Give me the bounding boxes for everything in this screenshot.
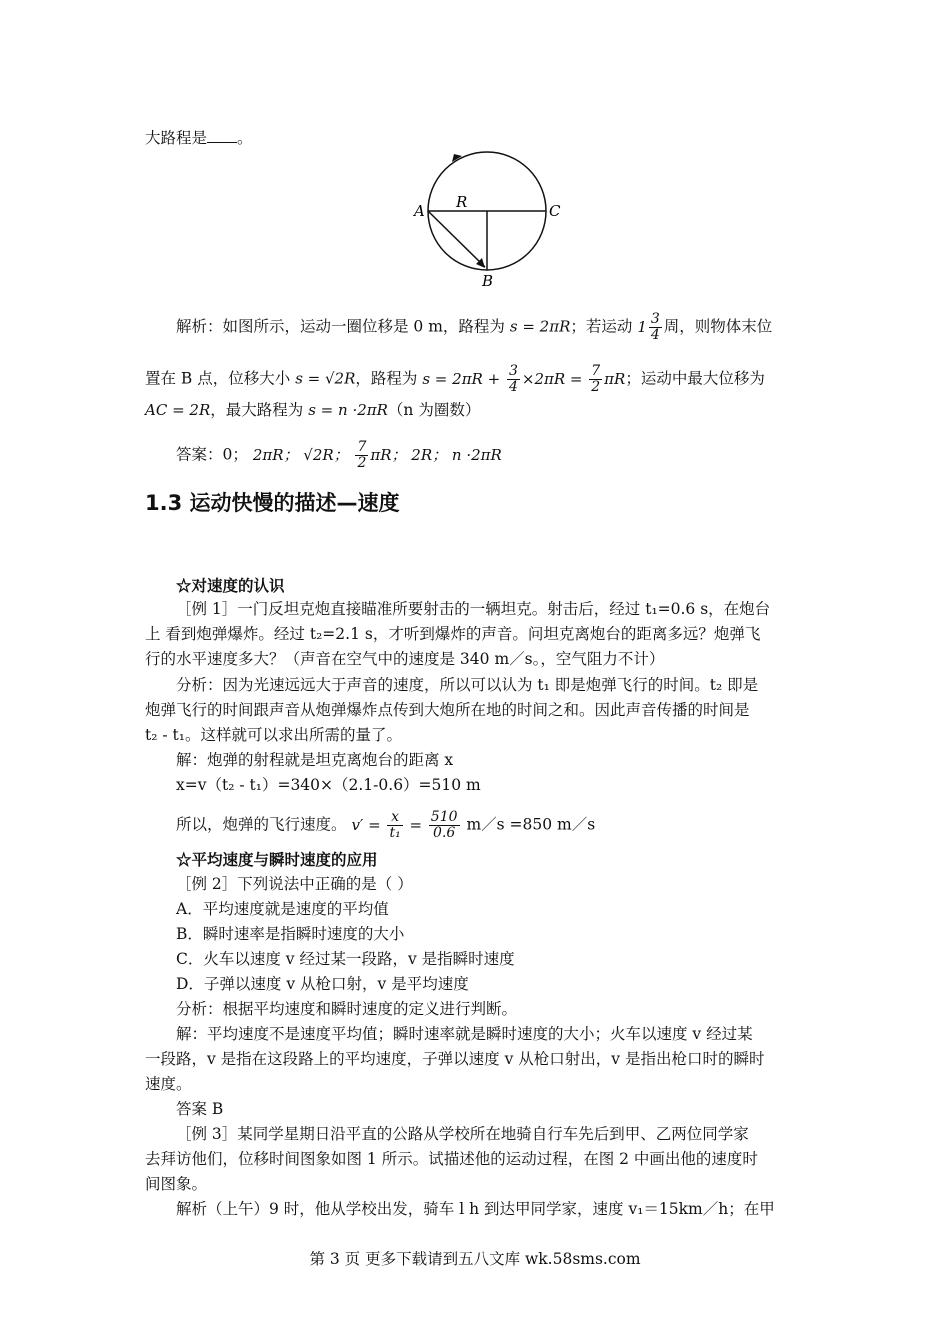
example-1-analysis-2: 炮弹飞行的时间跟声音从炮弹爆炸点传到大炮所在地的时间之和。因此声音传播的时间是 [145, 701, 750, 719]
example-2-solution-1: 解：平均速度不是速度平均值；瞬时速率就是瞬时速度的大小；火车以速度 v 经过某 [176, 1025, 753, 1043]
example-2-question: ［例 2］下列说法中正确的是（ ） [176, 875, 413, 893]
example-1-line-2: 上 看到炮弹爆炸。经过 t₂=2.1 s，才听到爆炸的声音。问坦克离炮台的距离多远？炮弹飞 [145, 625, 761, 643]
example-3-line-3: 间图象。 [145, 1175, 208, 1193]
example-1-solution-2: x=v（t₂ - t₁）=340×（2.1-0.6）=510 m [176, 776, 481, 794]
top-line-end: 。 [237, 129, 253, 147]
label-c: C [549, 202, 561, 220]
text: 答案：0； [176, 445, 248, 464]
section-heading: 1.3 运动快慢的描述—速度 [145, 491, 400, 515]
label-a: A [414, 202, 425, 220]
formula-path: s = 2πR + $\frac{3}{4}$ ×2πR = $\frac{7}{2}$ πR [422, 363, 626, 395]
formula-2piR: s = 2πR [509, 317, 571, 336]
formula-n2piR: s = n ·2πR [308, 401, 388, 419]
text: 周，则物体末位 [663, 317, 773, 336]
example-1-analysis-1: 分析：因为光速远远大于声音的速度，所以可以认为 t₁ 即是炮弹飞行的时间。t₂ 即是 [176, 676, 759, 694]
text: ，最大路程为 [210, 401, 304, 419]
example-2-solution-2: 一段路，v 是指在这段路上的平均速度，子弹以速度 v 从枪口射出，v 是指出枪口时的瞬时 [145, 1050, 765, 1068]
example-3-line-4: 解析（上午）9 时，他从学校出发，骑车 l h 到达甲同学家，速度 v₁＝15km／h；在甲 [176, 1200, 775, 1218]
circle-figure [410, 150, 570, 290]
example-1-line-1: ［例 1］一门反坦克炮直接瞄准所要射击的一辆坦克。射击后，经过 t₁=0.6 s，在炮台 [176, 600, 771, 618]
formula-one-three-quarters: 1 $\frac{3}{4}$ [637, 311, 660, 343]
label-r: R [456, 193, 468, 211]
velocity-formula: v′ = $\frac{x}{\text{t₁}}$ = $\frac{510}{0.6}$ [351, 809, 458, 841]
option-d: D．子弹以速度 v 从枪口射，v 是平均速度 [176, 975, 469, 993]
formula-sqrt2R: s = √2R [295, 369, 356, 388]
example-2-analysis: 分析：根据平均速度和瞬时速度的定义进行判断。 [176, 1000, 518, 1018]
text: 解析：如图所示，运动一圈位移是 0 m，路程为 [176, 317, 505, 336]
example-1-solution-1: 解：炮弹的射程就是坦克离炮台的距离 x [176, 751, 454, 769]
text: ；运动中最大位移为 [625, 369, 765, 388]
text: 所以，炮弹的飞行速度。 [176, 815, 347, 834]
answer-formulas: 2πR； √2R； $\frac{7}{2}$ πR； 2R； n ·2πR [252, 439, 502, 471]
section-2-title: ☆平均速度与瞬时速度的应用 [176, 850, 378, 869]
analysis-1-line-2 [145, 364, 765, 395]
analysis-1-line-3 [145, 400, 480, 420]
label-b: B [482, 272, 494, 290]
example-1-solution-3 [176, 810, 595, 841]
page-footer: 第 3 页 更多下载请到五八文库 wk.58sms.com [309, 1250, 641, 1268]
example-3-line-2: 去拜访他们，位移时间图象如图 1 所示。试描述他的运动过程，在图 2 中画出他的速度时 [145, 1150, 758, 1168]
formula-ac: AC = 2R [145, 401, 211, 419]
section-1-title: ☆对速度的认识 [176, 576, 285, 595]
top-line [145, 128, 253, 148]
example-1-line-3: 行的水平速度多大？（声音在空气中的速度是 340 m／s。，空气阻力不计） [145, 650, 665, 668]
option-a: A．平均速度就是速度的平均值 [176, 900, 389, 918]
top-line-text: 大路程是 [145, 129, 208, 147]
example-2-answer: 答案 B [176, 1100, 224, 1118]
text: m／s =850 m／s [466, 815, 596, 834]
example-1-analysis-3: t₂ - t₁。这样就可以求出所需的量了。 [145, 726, 402, 744]
text: ，路程为 [355, 369, 418, 388]
text: 置在 B 点，位移大小 [145, 369, 291, 388]
example-2-solution-3: 速度。 [145, 1075, 192, 1093]
text: ；若运动 [570, 317, 633, 336]
analysis-1-answer [176, 440, 502, 471]
option-c: C．火车以速度 v 经过某一段路，v 是指瞬时速度 [176, 950, 515, 968]
option-b: B．瞬时速率是指瞬时速度的大小 [176, 925, 405, 943]
answer-blank [207, 128, 237, 143]
analysis-1-line-1 [176, 312, 772, 343]
displacement-ab [428, 211, 485, 267]
text: （n 为圈数） [387, 401, 481, 419]
example-3-line-1: ［例 3］某同学星期日沿平直的公路从学校所在地骑自行车先后到甲、乙两位同学家 [176, 1125, 749, 1143]
